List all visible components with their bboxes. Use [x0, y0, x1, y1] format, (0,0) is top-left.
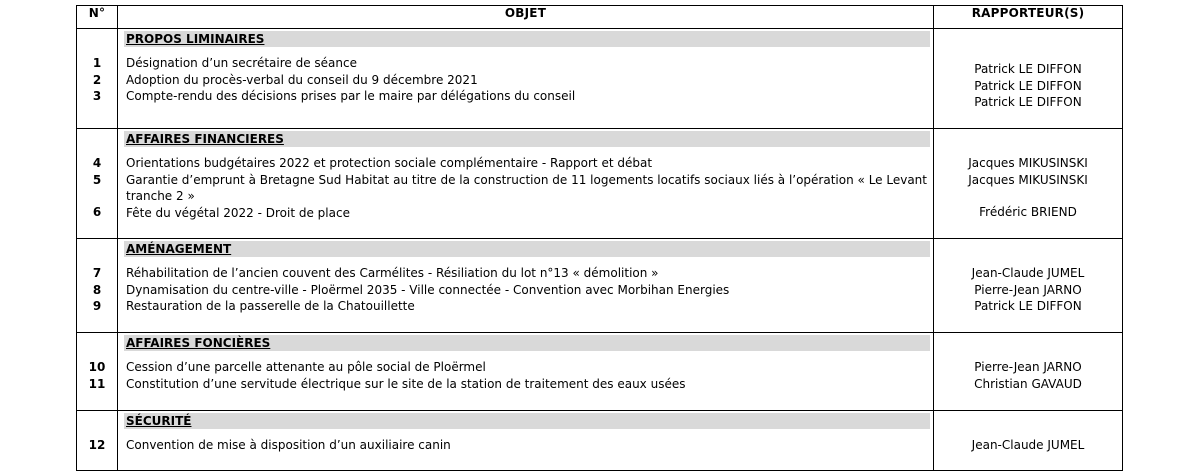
objet-cell — [118, 333, 934, 411]
objet-cell — [118, 29, 934, 129]
item-objet: Adoption du procès-verbal du conseil du 9 décembre 2021 — [126, 72, 478, 87]
num-cell — [77, 333, 118, 411]
item-number: 1 — [92, 56, 102, 70]
num-cell — [77, 239, 118, 333]
item-rapporteur: Pierre-Jean JARNO — [974, 282, 1082, 297]
item-rapporteur: Frédéric BRIEND — [979, 205, 1077, 219]
item-number: 2 — [92, 72, 102, 87]
item-number: 11 — [88, 376, 106, 391]
section-title: AMÉNAGEMENT — [124, 241, 930, 257]
objet-cell — [118, 239, 934, 333]
item-rapporteur: Patrick LE DIFFON — [974, 95, 1082, 109]
item-number: 5 — [92, 172, 102, 187]
item-objet: Garantie d’emprunt à Bretagne Sud Habitat au titre de la construction de 11 logements locatifs sociaux liés à l’opération « Le Levant tranche 2 » — [126, 172, 927, 203]
header-rapporteurs: RAPPORTEUR(S) — [934, 6, 1123, 29]
item-rapporteur: Patrick LE DIFFON — [974, 62, 1082, 76]
item-objet: Réhabilitation de l’ancien couvent des Carmélites - Résiliation du lot n°13 « démolition » — [126, 266, 659, 280]
item-rapporteur: Patrick LE DIFFON — [974, 78, 1082, 93]
rapporteur-cell — [934, 333, 1123, 411]
item-rapporteur: Patrick LE DIFFON — [974, 299, 1082, 313]
section-title: SÉCURITÉ — [124, 413, 930, 429]
section-title: AFFAIRES FONCIÈRES — [124, 335, 930, 351]
item-objet: Compte-rendu des décisions prises par le maire par délégations du conseil — [126, 89, 576, 103]
item-rapporteur: Jacques MIKUSINSKI — [968, 156, 1088, 170]
item-number: 6 — [92, 205, 102, 219]
header-row — [77, 6, 1123, 29]
item-objet: Constitution d’une servitude électrique sur le site de la station de traitement des eaux usées — [126, 376, 686, 391]
section-title: PROPOS LIMINAIRES — [124, 31, 930, 47]
item-objet: Désignation d’un secrétaire de séance — [126, 56, 357, 70]
num-cell — [77, 411, 118, 471]
item-rapporteur: Jean-Claude JUMEL — [971, 266, 1085, 280]
header-num: N° — [77, 6, 118, 29]
section-row — [77, 129, 1123, 239]
item-number: 3 — [92, 89, 102, 103]
num-cell — [77, 29, 118, 129]
header-objet: OBJET — [118, 6, 934, 29]
rapporteur-cell — [934, 411, 1123, 471]
item-number: 9 — [92, 299, 102, 313]
item-rapporteur: Christian GAVAUD — [974, 376, 1082, 391]
item-objet: Restauration de la passerelle de la Chatouillette — [126, 299, 415, 313]
item-number: 10 — [88, 360, 106, 374]
rapporteur-cell — [934, 239, 1123, 333]
objet-cell — [118, 411, 934, 471]
item-number: 7 — [92, 266, 102, 280]
section-row — [77, 333, 1123, 411]
item-number: 12 — [88, 438, 106, 452]
agenda-table — [76, 5, 1123, 471]
section-row — [77, 411, 1123, 471]
rapporteur-cell — [934, 129, 1123, 239]
item-objet: Orientations budgétaires 2022 et protection sociale complémentaire - Rapport et débat — [126, 156, 653, 170]
item-number: 4 — [92, 156, 102, 170]
item-objet: Dynamisation du centre-ville - Ploërmel 2035 - Ville connectée - Convention avec Morbihan Energies — [126, 282, 730, 297]
item-rapporteur: Jacques MIKUSINSKI — [968, 172, 1088, 187]
item-number: 8 — [92, 282, 102, 297]
item-rapporteur: Jean-Claude JUMEL — [971, 438, 1085, 452]
item-objet: Fête du végétal 2022 - Droit de place — [126, 205, 350, 220]
item-objet: Cession d’une parcelle attenante au pôle social de Ploërmel — [126, 360, 486, 374]
num-cell — [77, 129, 118, 239]
item-rapporteur: Pierre-Jean JARNO — [974, 360, 1082, 374]
section-row — [77, 239, 1123, 333]
section-row — [77, 29, 1123, 129]
rapporteur-cell — [934, 29, 1123, 129]
objet-cell — [118, 129, 934, 239]
item-objet: Convention de mise à disposition d’un auxiliaire canin — [126, 438, 451, 452]
section-title: AFFAIRES FINANCIERES — [124, 131, 930, 147]
